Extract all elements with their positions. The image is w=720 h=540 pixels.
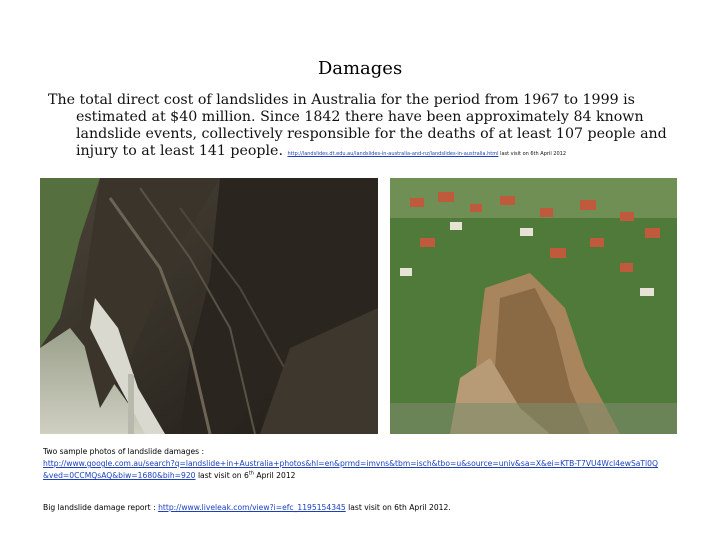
photos-source-link[interactable]: http://www.google.com.au/search?q=landslide+in+Australia+photos&hl=en&prmd=imvns&tbm=isch&tbo=u&source=univ&sa=X&ei=KTB-T7VU4Wcl4ewSaTl0Q&ved=0CCMQsAQ&biw=1680&bih=920: [43, 459, 658, 480]
photos-caption-suffix-pre: last visit on 6: [197, 471, 249, 480]
open-pit-landslide-photo: [40, 178, 378, 434]
village-hillside-landslide-photo: [390, 178, 677, 434]
photos-caption: [43, 446, 663, 482]
photos-caption-suffix-sup: th: [248, 470, 254, 477]
report-caption-lead: Big landslide damage report :: [43, 503, 156, 512]
source-citation: [287, 151, 566, 157]
photo-landslide-slope-icon: [40, 178, 378, 434]
photos-caption-suffix-post: April 2012: [256, 471, 296, 480]
report-caption-suffix: last visit on 6th April 2012.: [348, 503, 451, 512]
photos-caption-lead: Two sample photos of landslide damages :: [43, 447, 205, 456]
report-link[interactable]: http://www.liveleak.com/view?i=efc_1195154345: [158, 503, 346, 512]
source-link[interactable]: http://landslides.dt.edu.au/landslides-in-australia-and-nz/landslides-in-australia.html: [287, 151, 499, 157]
paragraph-text: The total direct cost of landslides in Australia for the period from 1967 to 1999 is estimated at $40 million. Since 1842 there have been approximately 84 known landslide events, collectively responsible for the deaths of at least 107 people and injury to at least 141 people.: [48, 92, 667, 159]
report-caption: [43, 502, 663, 514]
photo-landslide-village-icon: [390, 178, 677, 434]
body-paragraph: [48, 92, 696, 160]
photos-caption-line: [43, 458, 663, 482]
slide-title: Damages: [317, 58, 403, 79]
source-suffix: last visit on 6th April 2012: [500, 151, 567, 157]
